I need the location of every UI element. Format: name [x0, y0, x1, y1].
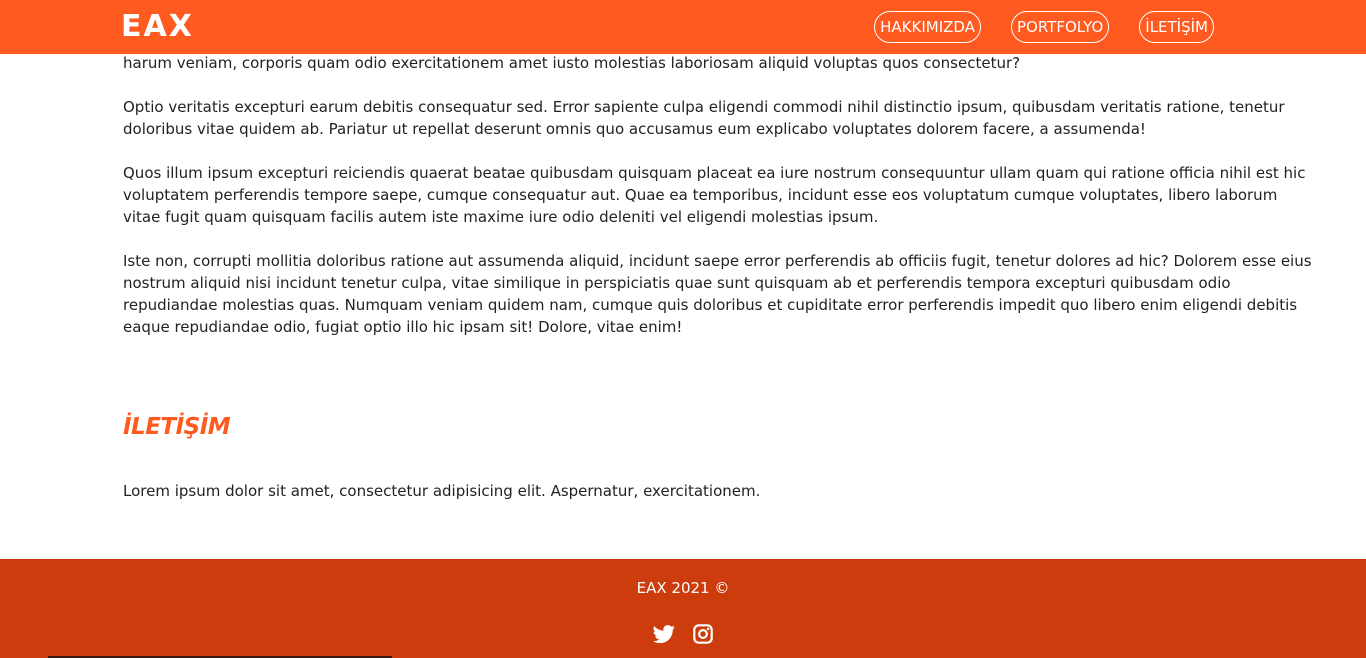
nav-link-iletisim[interactable]: İLETİŞİM — [1139, 11, 1214, 43]
instagram-icon-glyph — [692, 623, 714, 645]
footer — [0, 559, 1366, 658]
contact-text: Lorem ipsum dolor sit amet, consectetur adipisicing elit. Aspernatur, exercitationem. — [123, 482, 761, 500]
copyright-text: EAX 2021 © — [636, 579, 730, 597]
twitter-icon-glyph — [653, 623, 675, 645]
main-nav — [874, 11, 1214, 43]
about-paragraph: harum veniam, corporis quam odio exercitationem amet iusto molestias laboriosam aliquid voluptas quos consectetur? — [123, 54, 1021, 72]
about-paragraph: Quos illum ipsum excepturi reiciendis quaerat beatae quibusdam quisquam placeat ea iure nostrum consequuntur ullam quam qui ratione officia nihil est hic voluptatem perferendis tempore saepe, cumque consequatur aut. Quae ea temporibus, incidunt esse eos voluptatum cumque voluptates, libero laborum vitae fugit quam quisquam facilis autem iste maxime iure odio deleniti vel eligendi molestias ipsum. — [123, 164, 1306, 226]
about-section — [123, 52, 1313, 360]
social-links — [0, 623, 1366, 645]
twitter-icon[interactable] — [653, 623, 675, 645]
instagram-icon[interactable] — [692, 623, 714, 645]
contact-heading: İLETİŞİM — [123, 414, 231, 440]
about-paragraph: Optio veritatis excepturi earum debitis consequatur sed. Error sapiente culpa eligendi commodi nihil distinctio ipsum, quibusdam veritatis ratione, tenetur doloribus vitae quidem ab. Pariatur ut repellat deserunt omnis quo accusamus eum explicabo voluptates dolorem facere, a assumenda! — [123, 98, 1285, 138]
navbar — [0, 0, 1366, 54]
about-paragraph: Iste non, corrupti mollitia doloribus ratione aut assumenda aliquid, incidunt saepe error perferendis ab officiis fugit, tenetur dolores ad hic? Dolorem esse eius nostrum aliquid nisi incidunt tenetur culpa, vitae similique in perspiciatis quae sunt quisquam ab et perferendis tempora excepturi quibusdam odio repudiandae molestias quas. Numquam veniam quidem nam, cumque quis doloribus et cupiditate error perferendis impedit quo libero enim eligendi debitis eaque repudiandae odio, fugiat optio illo hic ipsam sit! Dolore, vitae enim! — [123, 252, 1312, 336]
nav-link-portfolyo[interactable]: PORTFOLYO — [1011, 11, 1109, 43]
brand-logo[interactable]: EAX — [121, 9, 194, 44]
nav-link-hakkimizda[interactable]: HAKKIMIZDA — [874, 11, 981, 43]
